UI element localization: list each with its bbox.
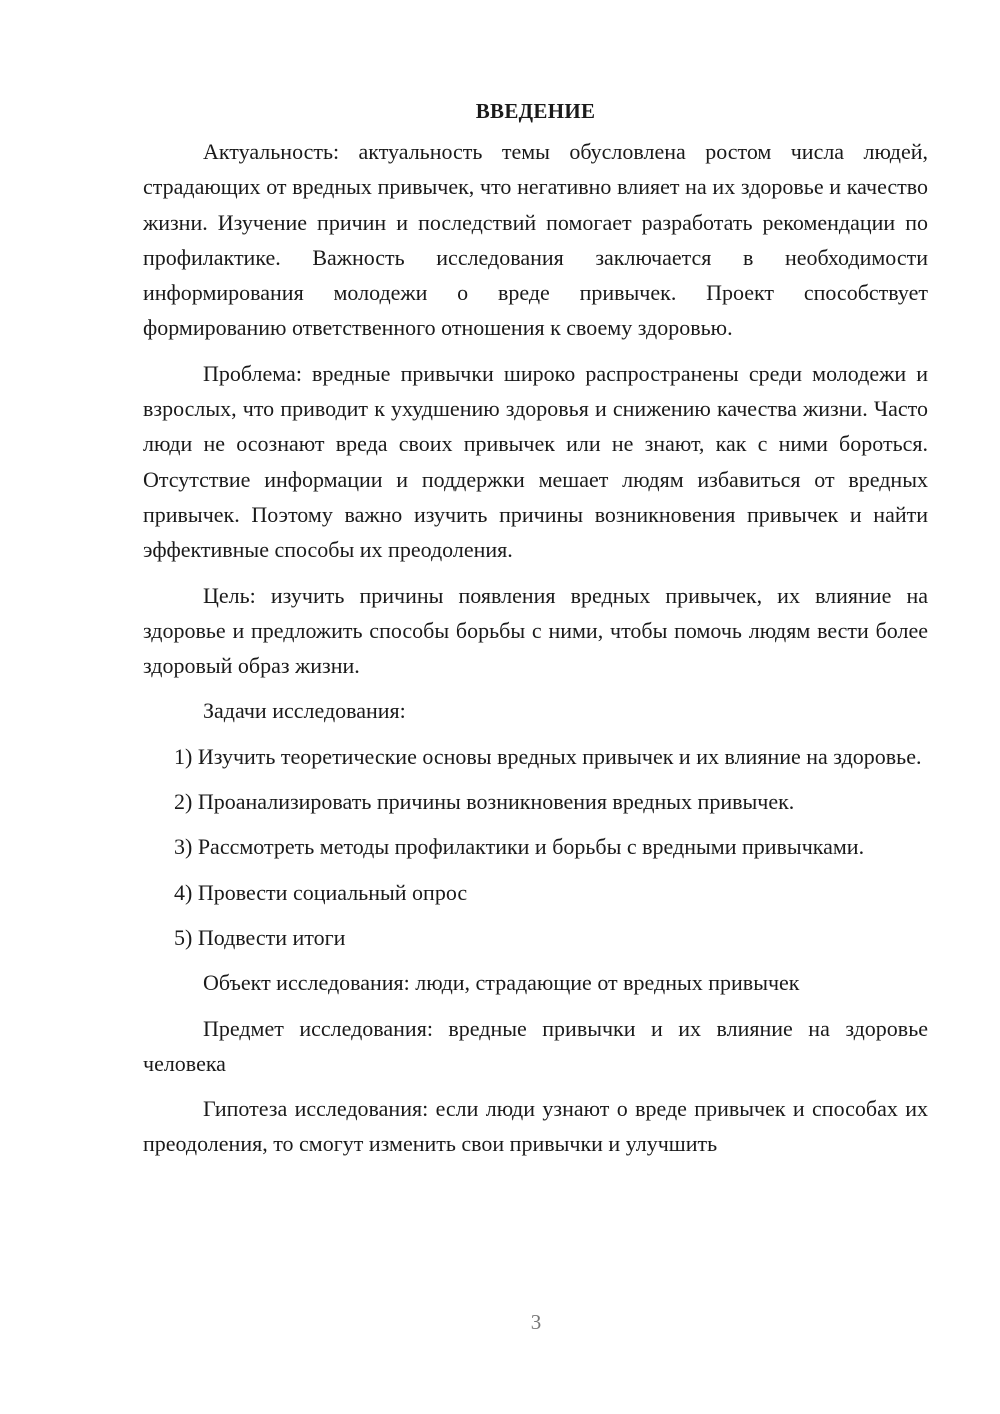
problem-paragraph: Проблема: вредные привычки широко распространены среди молодежи и взрослых, что приводит к ухудшению здоровья и снижению качества жизни. Часто люди не осознают вреда своих привычек или не знают, как с ними бороться. Отсутствие информации и поддержки мешает людям избавиться от вредных привычек. Поэтому важно изучить причины возникновения привычек и найти эффективные способы их преодоления. — [143, 360, 928, 563]
page-number: 3 — [530, 1310, 542, 1334]
object-paragraph: Объект исследования: люди, страдающие от вредных привычек — [203, 970, 800, 996]
tasks-heading: Задачи исследования: — [203, 698, 406, 724]
hypothesis-paragraph: Гипотеза исследования: если люди узнают о вреде привычек и способах их преодоления, то смогут изменить свои привычки и улучшить — [143, 1096, 928, 1157]
section-title: ВВЕДЕНИЕ — [475, 99, 596, 123]
subject-paragraph: Предмет исследования: вредные привычки и их влияние на здоровье человека — [143, 1015, 928, 1076]
relevance-paragraph: Актуальность: актуальность темы обусловлена ростом числа людей, страдающих от вредных привычек, что негативно влияет на их здоровье и качество жизни. Изучение причин и последствий помогает разработать рекомендации по профилактике. Важность исследования заключается в необходимости информирования молодежи о вреде привычек. Проект способствует формированию ответственного отношения к своему здоровью. — [143, 139, 928, 341]
task-item: 1) Изучить теоретические основы вредных привычек и их влияние на здоровье. — [174, 743, 922, 769]
task-item: 2) Проанализировать причины возникновения вредных привычек. — [174, 789, 795, 815]
goal-paragraph: Цель: изучить причины появления вредных привычек, их влияние на здоровье и предложить способы борьбы с ними, чтобы помочь людям вести более здоровый образ жизни. — [143, 582, 928, 679]
page-content — [143, 96, 928, 1162]
task-item: 3) Рассмотреть методы профилактики и борьбы с вредными привычками. — [174, 834, 865, 860]
task-item: 4) Провести социальный опрос — [174, 879, 468, 905]
task-item: 5) Подвести итоги — [174, 924, 346, 950]
